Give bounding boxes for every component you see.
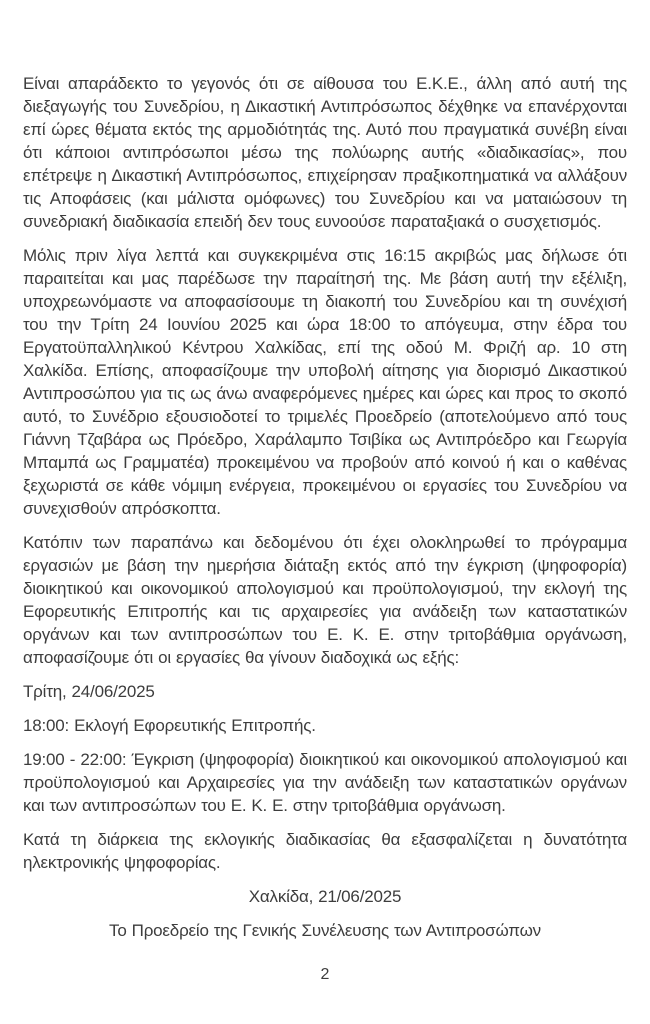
signature-line: Το Προεδρείο της Γενικής Συνέλευσης των Αντιπροσώπων bbox=[109, 921, 541, 940]
paragraph-resignation-decision: Μόλις πριν λίγα λεπτά και συγκεκριμένα στις 16:15 ακριβώς μας δήλωσε ότι παραιτείται και μας παρέδωσε την παραίτησή της. Με βάση αυτή την εξέλιξη, υποχρεωνόμαστε να αποφασίσουμε τη διακοπή του Συνεδρίου και τη συνέχισή του την Τρίτη 24 Ιουνίου 2025 και ώρα 18:00 το απόγευμα, στην έδρα του Εργατοϋπαλληλικού Κέντρου Χαλκίδας, επί της οδού Μ. Φριζή αρ. 10 στη Χαλκίδα. Επίσης, αποφασίζουμε την υποβολή αίτησης για διορισμό Δικαστικού Αντιπροσώπου για τις ως άνω αναφερόμενες ημέρες και ώρες και προς το σκοπό αυτό, το Συνέδριο εξουσιοδοτεί το τριμελές Προεδρείο (αποτελούμενο από τους Γιάννη Τζαβάρα ως Πρόεδρο, Χαράλαμπο Τσιβίκα ως Αντιπρόεδρο και Γεωργία Μπαμπά ως Γραμματέα) προκειμένου να προβούν από κοινού ή και ο καθένας ξεχωριστά σε κάθε νόμιμη ενέργεια, προκειμένου οι εργασίες του Συνεδρίου να συνεχισθούν απρόσκοπτα. bbox=[23, 246, 627, 518]
evoting-note: Κατά τη διάρκεια της εκλογικής διαδικασίας θα εξασφαλίζεται η δυνατότητα ηλεκτρονικής ψηφοφορίας. bbox=[23, 830, 627, 872]
schedule-day-line: Τρίτη, 24/06/2025 bbox=[23, 682, 155, 701]
schedule-item-voting: 19:00 - 22:00: Έγκριση (ψηφοφορία) διοικητικού και οικονομικού απολογισμού και προϋπολογισμού και Αρχαιρεσίες για την ανάδειξη των καταστατικών οργάνων και των αντιπροσώπων του Ε. Κ. Ε. στην τριτοβάθμια οργάνωση. bbox=[23, 750, 627, 815]
page-number: 2 bbox=[320, 966, 330, 983]
paragraph-schedule-intro: Κατόπιν των παραπάνω και δεδομένου ότι έχει ολοκληρωθεί το πρόγραμμα εργασιών με βάση την ημερήσια διάταξη εκτός από την έγκριση (ψηφοφορία) διοικητικού και οικονομικού απολογισμού και προϋπολογισμού, την εκλογή της Εφορευτικής Επιτροπής και τις αρχαιρεσίες για ανάδειξη των καταστατικών οργάνων και των αντιπροσώπων του Ε. Κ. Ε. στην τριτοβάθμια οργάνωση, αποφασίζουμε ότι οι εργασίες θα γίνουν διαδοχικά ως εξής: bbox=[23, 533, 627, 667]
paragraph-incident-statement: Είναι απαράδεκτο το γεγονός ότι σε αίθουσα του Ε.Κ.Ε., άλλη από αυτή της διεξαγωγής του Συνεδρίου, η Δικαστική Αντιπρόσωπος δέχθηκε να επανέρχονται επί ώρες θέματα εκτός της αρμοδιότητάς της. Αυτό που πραγματικά συνέβη είναι ότι κάποιοι αντιπρόσωποι μέσω της πολύωρης αυτής «διαδικασίας», που επέτρεψε η Δικαστική Αντιπρόσωπος, επιχείρησαν πραξικοπηματικά να αλλάξουν τις Αποφάσεις (και μάλιστα ομόφωνες) του Συνεδρίου και να ματαιώσουν τη συνεδριακή διαδικασία επειδή δεν τους ευνοούσε παραταξιακά ο συσχετισμός. bbox=[23, 74, 627, 231]
place-date-line: Χαλκίδα, 21/06/2025 bbox=[248, 887, 402, 906]
schedule-item-election-committee: 18:00: Εκλογή Εφορευτικής Επιτροπής. bbox=[23, 716, 316, 735]
